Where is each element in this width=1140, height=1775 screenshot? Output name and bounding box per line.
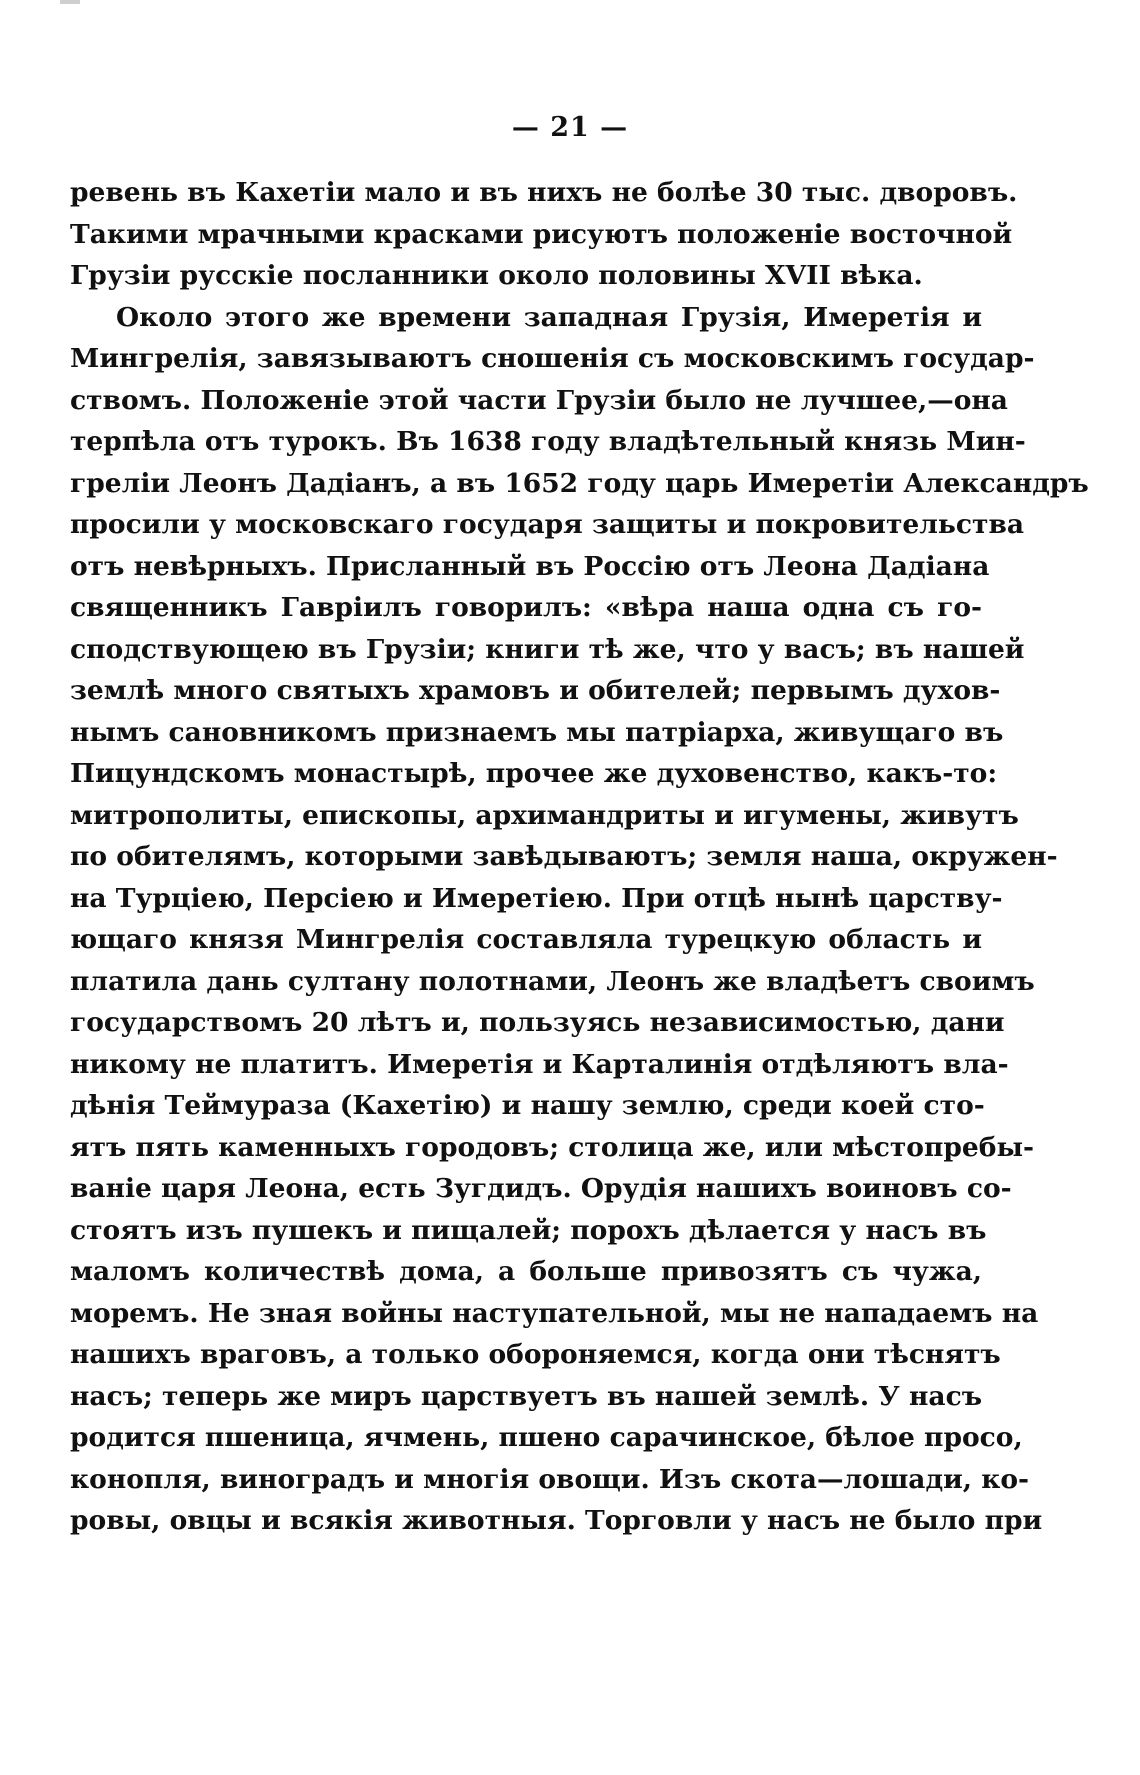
text-line: ровы, овцы и всякія животныя. Торговли у насъ не было при bbox=[70, 1505, 1043, 1536]
text-line: дѣнія Теймураза (Кахетію) и нашу землю, среди коей сто- bbox=[70, 1090, 985, 1121]
text-line: ревень въ Кахетіи мало и въ нихъ не болѣе 30 тыс. дворовъ. bbox=[70, 177, 1018, 208]
text-line: ваніе царя Леона, есть Зугдидъ. Орудія нашихъ воиновъ со- bbox=[70, 1173, 1012, 1204]
text-line: платила дань султану полотнами, Леонъ же владѣетъ своимъ bbox=[70, 965, 1035, 997]
text-line: сподствующею въ Грузіи; книги тѣ же, что у васъ; въ нашей bbox=[70, 633, 1025, 665]
text-line: моремъ. Не зная войны наступательной, мы не нападаемъ на bbox=[70, 1297, 1039, 1329]
text-line: терпѣла отъ турокъ. Въ 1638 году владѣтельный князь Мин- bbox=[70, 426, 1026, 457]
paragraph-start-line: Около этого же времени западная Грузія, Имеретія и bbox=[116, 301, 982, 333]
text-line: государствомъ 20 лѣтъ и, пользуясь независимостью, дани bbox=[70, 1007, 1005, 1038]
text-line: грелiи Леонъ Дадіанъ, а въ 1652 году царь Имеретіи Александръ bbox=[70, 467, 1089, 499]
text-line: нымъ сановникомъ признаемъ мы патріарха, живущаго въ bbox=[70, 716, 1004, 748]
scan-artifact-mark bbox=[60, 0, 80, 4]
text-line: ющаго князя Мингрелія составляла турецкую область и bbox=[70, 924, 982, 955]
text-line: Пицундскомъ монастырѣ, прочее же духовенство, какъ-то: bbox=[70, 758, 998, 789]
text-line: никому не платитъ. Имеретія и Карталинія отдѣляютъ вла- bbox=[70, 1048, 1009, 1080]
text-line: стоятъ изъ пушекъ и пищалей; порохъ дѣлается у насъ въ bbox=[70, 1214, 987, 1246]
page-number: — 21 — bbox=[511, 112, 629, 143]
text-line: Такими мрачными красками рисуютъ положеніе восточной bbox=[70, 218, 1013, 250]
text-line: священникъ Гавріилъ говорилъ: «вѣра наша одна съ го- bbox=[70, 592, 982, 623]
text-line: землѣ много святыхъ храмовъ и обителей; первымъ духов- bbox=[70, 675, 1001, 706]
text-line: отъ невѣрныхъ. Присланный въ Россію отъ Леона Дадіана bbox=[70, 550, 990, 582]
text-line: Грузіи русскіе посланники около половины XVII вѣка. bbox=[70, 260, 923, 291]
text-line: просили у московскаго государя защиты и покровительства bbox=[70, 509, 1025, 540]
text-line: по обителямъ, которыми завѣдываютъ; земля наша, окружен- bbox=[70, 841, 1058, 872]
text-line: родится пшеница, ячмень, пшено сарачинское, бѣлое просо, bbox=[70, 1422, 1023, 1453]
body-text bbox=[70, 172, 1089, 1542]
text-line: Мингрелія, завязываютъ сношенія съ московскимъ государ- bbox=[70, 343, 1035, 374]
text-line: насъ; теперь же миръ царствуетъ въ нашей землѣ. У насъ bbox=[70, 1380, 983, 1412]
text-line: нашихъ враговъ, а только обороняемся, когда они тѣснятъ bbox=[70, 1339, 1001, 1370]
text-line: конопля, виноградъ и многія овощи. Изъ скота—лошади, ко- bbox=[70, 1463, 1030, 1495]
text-line: ятъ пять каменныхъ городовъ; столица же, или мѣстопребы- bbox=[70, 1131, 1035, 1163]
text-line: ствомъ. Положеніе этой части Грузіи было не лучшее,—она bbox=[70, 384, 1008, 416]
text-line: маломъ количествѣ дома, а больше привозятъ съ чужа, bbox=[70, 1256, 982, 1287]
text-line: на Турціею, Персіею и Имеретіею. При отцѣ нынѣ царству- bbox=[70, 882, 1003, 914]
text-line: митрополиты, епископы, архимандриты и игумены, живутъ bbox=[70, 799, 1019, 831]
